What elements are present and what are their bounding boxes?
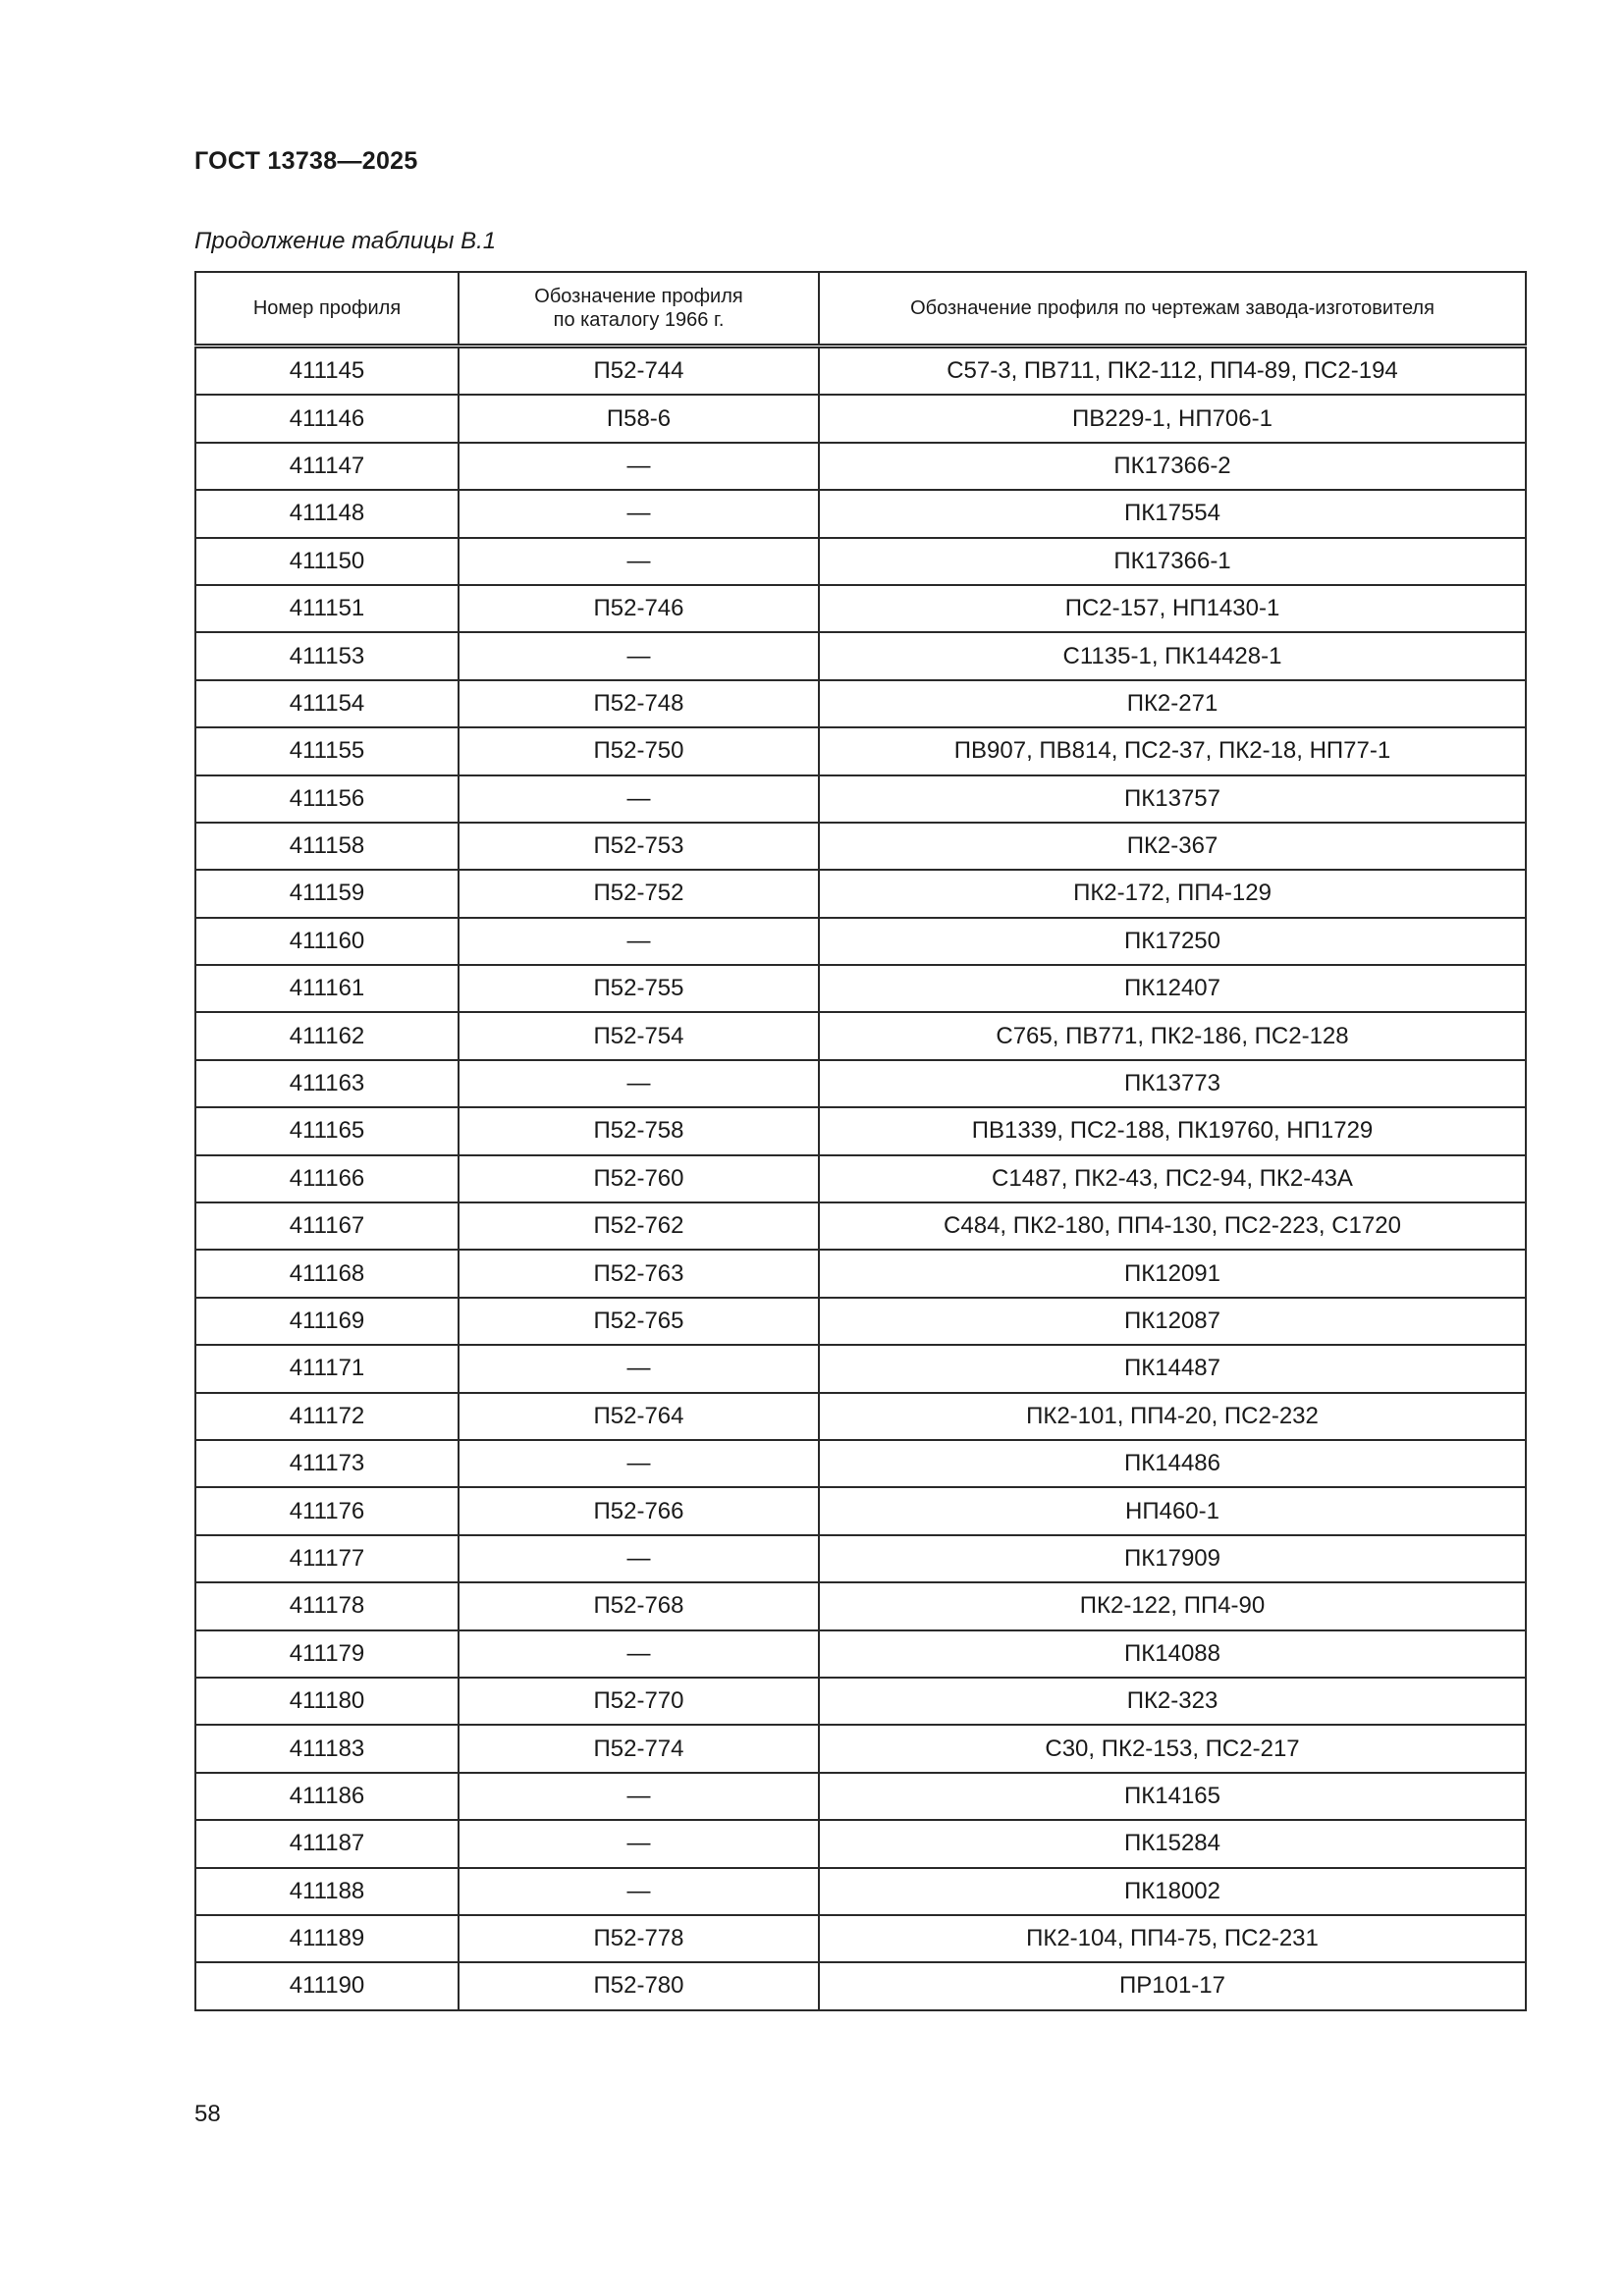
cell-factory-designation: ПК13757 bbox=[819, 775, 1526, 823]
table-header-row bbox=[195, 272, 1526, 347]
cell-profile-number: 411190 bbox=[195, 1962, 459, 2009]
cell-profile-number: 411156 bbox=[195, 775, 459, 823]
cell-factory-designation: ПК18002 bbox=[819, 1868, 1526, 1915]
table-caption: Продолжение таблицы В.1 bbox=[194, 228, 497, 254]
table-row bbox=[195, 1202, 1526, 1250]
cell-catalog-designation: П58-6 bbox=[459, 395, 819, 442]
cell-factory-designation: ПК12407 bbox=[819, 965, 1526, 1012]
cell-factory-designation: ПК2-323 bbox=[819, 1678, 1526, 1725]
table-row bbox=[195, 1773, 1526, 1820]
cell-factory-designation: ПК2-271 bbox=[819, 680, 1526, 727]
table-row bbox=[195, 775, 1526, 823]
cell-factory-designation: С1135-1, ПК14428-1 bbox=[819, 632, 1526, 679]
table-row bbox=[195, 823, 1526, 870]
cell-profile-number: 411151 bbox=[195, 585, 459, 632]
cell-profile-number: 411165 bbox=[195, 1107, 459, 1154]
cell-catalog-designation: П52-746 bbox=[459, 585, 819, 632]
cell-profile-number: 411161 bbox=[195, 965, 459, 1012]
cell-catalog-designation: — bbox=[459, 1345, 819, 1392]
table-body bbox=[195, 347, 1526, 2010]
cell-catalog-designation: — bbox=[459, 1820, 819, 1867]
cell-factory-designation: ПВ907, ПВ814, ПС2-37, ПК2-18, НП77-1 bbox=[819, 727, 1526, 774]
cell-catalog-designation: — bbox=[459, 1060, 819, 1107]
cell-catalog-designation: П52-752 bbox=[459, 870, 819, 917]
cell-profile-number: 411176 bbox=[195, 1487, 459, 1534]
cell-profile-number: 411158 bbox=[195, 823, 459, 870]
cell-catalog-designation: — bbox=[459, 443, 819, 490]
cell-catalog-designation: — bbox=[459, 1868, 819, 1915]
cell-factory-designation: ПВ229-1, НП706-1 bbox=[819, 395, 1526, 442]
cell-catalog-designation: — bbox=[459, 1773, 819, 1820]
cell-catalog-designation: П52-753 bbox=[459, 823, 819, 870]
cell-factory-designation: ПК17366-1 bbox=[819, 538, 1526, 585]
cell-factory-designation: ПК13773 bbox=[819, 1060, 1526, 1107]
column-header-factory-designation: Обозначение профиля по чертежам завода-изготовителя bbox=[819, 272, 1526, 347]
cell-profile-number: 411187 bbox=[195, 1820, 459, 1867]
cell-factory-designation: ПК14088 bbox=[819, 1630, 1526, 1678]
cell-catalog-designation: П52-764 bbox=[459, 1393, 819, 1440]
cell-catalog-designation: — bbox=[459, 1535, 819, 1582]
cell-factory-designation: ПК17909 bbox=[819, 1535, 1526, 1582]
cell-factory-designation: С1487, ПК2-43, ПС2-94, ПК2-43А bbox=[819, 1155, 1526, 1202]
cell-factory-designation: ПС2-157, НП1430-1 bbox=[819, 585, 1526, 632]
cell-profile-number: 411172 bbox=[195, 1393, 459, 1440]
cell-profile-number: 411166 bbox=[195, 1155, 459, 1202]
table-row bbox=[195, 1535, 1526, 1582]
cell-catalog-designation: П52-766 bbox=[459, 1487, 819, 1534]
cell-catalog-designation: П52-760 bbox=[459, 1155, 819, 1202]
table-row bbox=[195, 680, 1526, 727]
cell-catalog-designation: П52-755 bbox=[459, 965, 819, 1012]
profiles-table bbox=[194, 271, 1527, 2011]
table-row bbox=[195, 1060, 1526, 1107]
cell-catalog-designation: П52-768 bbox=[459, 1582, 819, 1629]
cell-profile-number: 411186 bbox=[195, 1773, 459, 1820]
cell-catalog-designation: П52-770 bbox=[459, 1678, 819, 1725]
cell-factory-designation: ПР101-17 bbox=[819, 1962, 1526, 2009]
table-row bbox=[195, 490, 1526, 537]
cell-profile-number: 411178 bbox=[195, 1582, 459, 1629]
table-row bbox=[195, 1820, 1526, 1867]
cell-catalog-designation: — bbox=[459, 632, 819, 679]
cell-factory-designation: ПК12087 bbox=[819, 1298, 1526, 1345]
table-row bbox=[195, 1012, 1526, 1059]
cell-profile-number: 411159 bbox=[195, 870, 459, 917]
cell-factory-designation: ПК17366-2 bbox=[819, 443, 1526, 490]
cell-catalog-designation: — bbox=[459, 1630, 819, 1678]
cell-profile-number: 411177 bbox=[195, 1535, 459, 1582]
table-row bbox=[195, 1915, 1526, 1962]
cell-catalog-designation: — bbox=[459, 775, 819, 823]
cell-catalog-designation: П52-744 bbox=[459, 347, 819, 396]
cell-factory-designation: ПВ1339, ПС2-188, ПК19760, НП1729 bbox=[819, 1107, 1526, 1154]
table-row bbox=[195, 1962, 1526, 2009]
table-row bbox=[195, 1250, 1526, 1297]
cell-catalog-designation: — bbox=[459, 1440, 819, 1487]
cell-catalog-designation: П52-762 bbox=[459, 1202, 819, 1250]
cell-factory-designation: ПК2-104, ПП4-75, ПС2-231 bbox=[819, 1915, 1526, 1962]
cell-profile-number: 411162 bbox=[195, 1012, 459, 1059]
cell-catalog-designation: П52-758 bbox=[459, 1107, 819, 1154]
cell-profile-number: 411163 bbox=[195, 1060, 459, 1107]
table-row bbox=[195, 395, 1526, 442]
cell-catalog-designation: П52-748 bbox=[459, 680, 819, 727]
table-row bbox=[195, 727, 1526, 774]
cell-profile-number: 411155 bbox=[195, 727, 459, 774]
table-row bbox=[195, 1155, 1526, 1202]
table-row bbox=[195, 1678, 1526, 1725]
table-row bbox=[195, 870, 1526, 917]
cell-profile-number: 411189 bbox=[195, 1915, 459, 1962]
table-row bbox=[195, 585, 1526, 632]
table-row bbox=[195, 1345, 1526, 1392]
table-row bbox=[195, 1440, 1526, 1487]
cell-profile-number: 411147 bbox=[195, 443, 459, 490]
cell-catalog-designation: П52-765 bbox=[459, 1298, 819, 1345]
column-header-profile-number: Номер профиля bbox=[195, 272, 459, 347]
cell-catalog-designation: П52-780 bbox=[459, 1962, 819, 2009]
cell-factory-designation: НП460-1 bbox=[819, 1487, 1526, 1534]
cell-factory-designation: ПК2-122, ПП4-90 bbox=[819, 1582, 1526, 1629]
cell-factory-designation: ПК14486 bbox=[819, 1440, 1526, 1487]
cell-factory-designation: С57-3, ПВ711, ПК2-112, ПП4-89, ПС2-194 bbox=[819, 347, 1526, 396]
cell-profile-number: 411153 bbox=[195, 632, 459, 679]
table-row bbox=[195, 1298, 1526, 1345]
table-row bbox=[195, 347, 1526, 396]
cell-catalog-designation: — bbox=[459, 918, 819, 965]
cell-profile-number: 411183 bbox=[195, 1725, 459, 1772]
cell-profile-number: 411167 bbox=[195, 1202, 459, 1250]
table-row bbox=[195, 443, 1526, 490]
page-number: 58 bbox=[194, 2101, 221, 2127]
cell-factory-designation: С30, ПК2-153, ПС2-217 bbox=[819, 1725, 1526, 1772]
cell-catalog-designation: — bbox=[459, 490, 819, 537]
cell-factory-designation: С484, ПК2-180, ПП4-130, ПС2-223, С1720 bbox=[819, 1202, 1526, 1250]
table-row bbox=[195, 965, 1526, 1012]
cell-profile-number: 411171 bbox=[195, 1345, 459, 1392]
cell-profile-number: 411169 bbox=[195, 1298, 459, 1345]
table-row bbox=[195, 918, 1526, 965]
cell-factory-designation: ПК2-367 bbox=[819, 823, 1526, 870]
cell-factory-designation: ПК17554 bbox=[819, 490, 1526, 537]
cell-profile-number: 411188 bbox=[195, 1868, 459, 1915]
cell-factory-designation: ПК2-101, ПП4-20, ПС2-232 bbox=[819, 1393, 1526, 1440]
table-row bbox=[195, 1725, 1526, 1772]
cell-profile-number: 411168 bbox=[195, 1250, 459, 1297]
cell-profile-number: 411160 bbox=[195, 918, 459, 965]
document-header: ГОСТ 13738—2025 bbox=[194, 147, 418, 175]
cell-factory-designation: ПК15284 bbox=[819, 1820, 1526, 1867]
cell-catalog-designation: П52-778 bbox=[459, 1915, 819, 1962]
cell-profile-number: 411146 bbox=[195, 395, 459, 442]
cell-factory-designation: ПК17250 bbox=[819, 918, 1526, 965]
cell-factory-designation: С765, ПВ771, ПК2-186, ПС2-128 bbox=[819, 1012, 1526, 1059]
table-row bbox=[195, 1868, 1526, 1915]
cell-profile-number: 411150 bbox=[195, 538, 459, 585]
table-row bbox=[195, 1630, 1526, 1678]
cell-profile-number: 411148 bbox=[195, 490, 459, 537]
cell-profile-number: 411154 bbox=[195, 680, 459, 727]
table-row bbox=[195, 538, 1526, 585]
column-header-catalog-designation-text: Обозначение профиля по каталогу 1966 г. bbox=[534, 286, 743, 331]
column-header-catalog-designation bbox=[459, 272, 819, 347]
cell-factory-designation: ПК14487 bbox=[819, 1345, 1526, 1392]
cell-profile-number: 411179 bbox=[195, 1630, 459, 1678]
cell-profile-number: 411145 bbox=[195, 347, 459, 396]
cell-factory-designation: ПК14165 bbox=[819, 1773, 1526, 1820]
cell-catalog-designation: П52-763 bbox=[459, 1250, 819, 1297]
table-row bbox=[195, 632, 1526, 679]
cell-catalog-designation: П52-750 bbox=[459, 727, 819, 774]
table-row bbox=[195, 1487, 1526, 1534]
table-row bbox=[195, 1582, 1526, 1629]
cell-factory-designation: ПК12091 bbox=[819, 1250, 1526, 1297]
cell-profile-number: 411180 bbox=[195, 1678, 459, 1725]
cell-factory-designation: ПК2-172, ПП4-129 bbox=[819, 870, 1526, 917]
table-row bbox=[195, 1107, 1526, 1154]
cell-profile-number: 411173 bbox=[195, 1440, 459, 1487]
table-row bbox=[195, 1393, 1526, 1440]
cell-catalog-designation: П52-774 bbox=[459, 1725, 819, 1772]
cell-catalog-designation: П52-754 bbox=[459, 1012, 819, 1059]
cell-catalog-designation: — bbox=[459, 538, 819, 585]
